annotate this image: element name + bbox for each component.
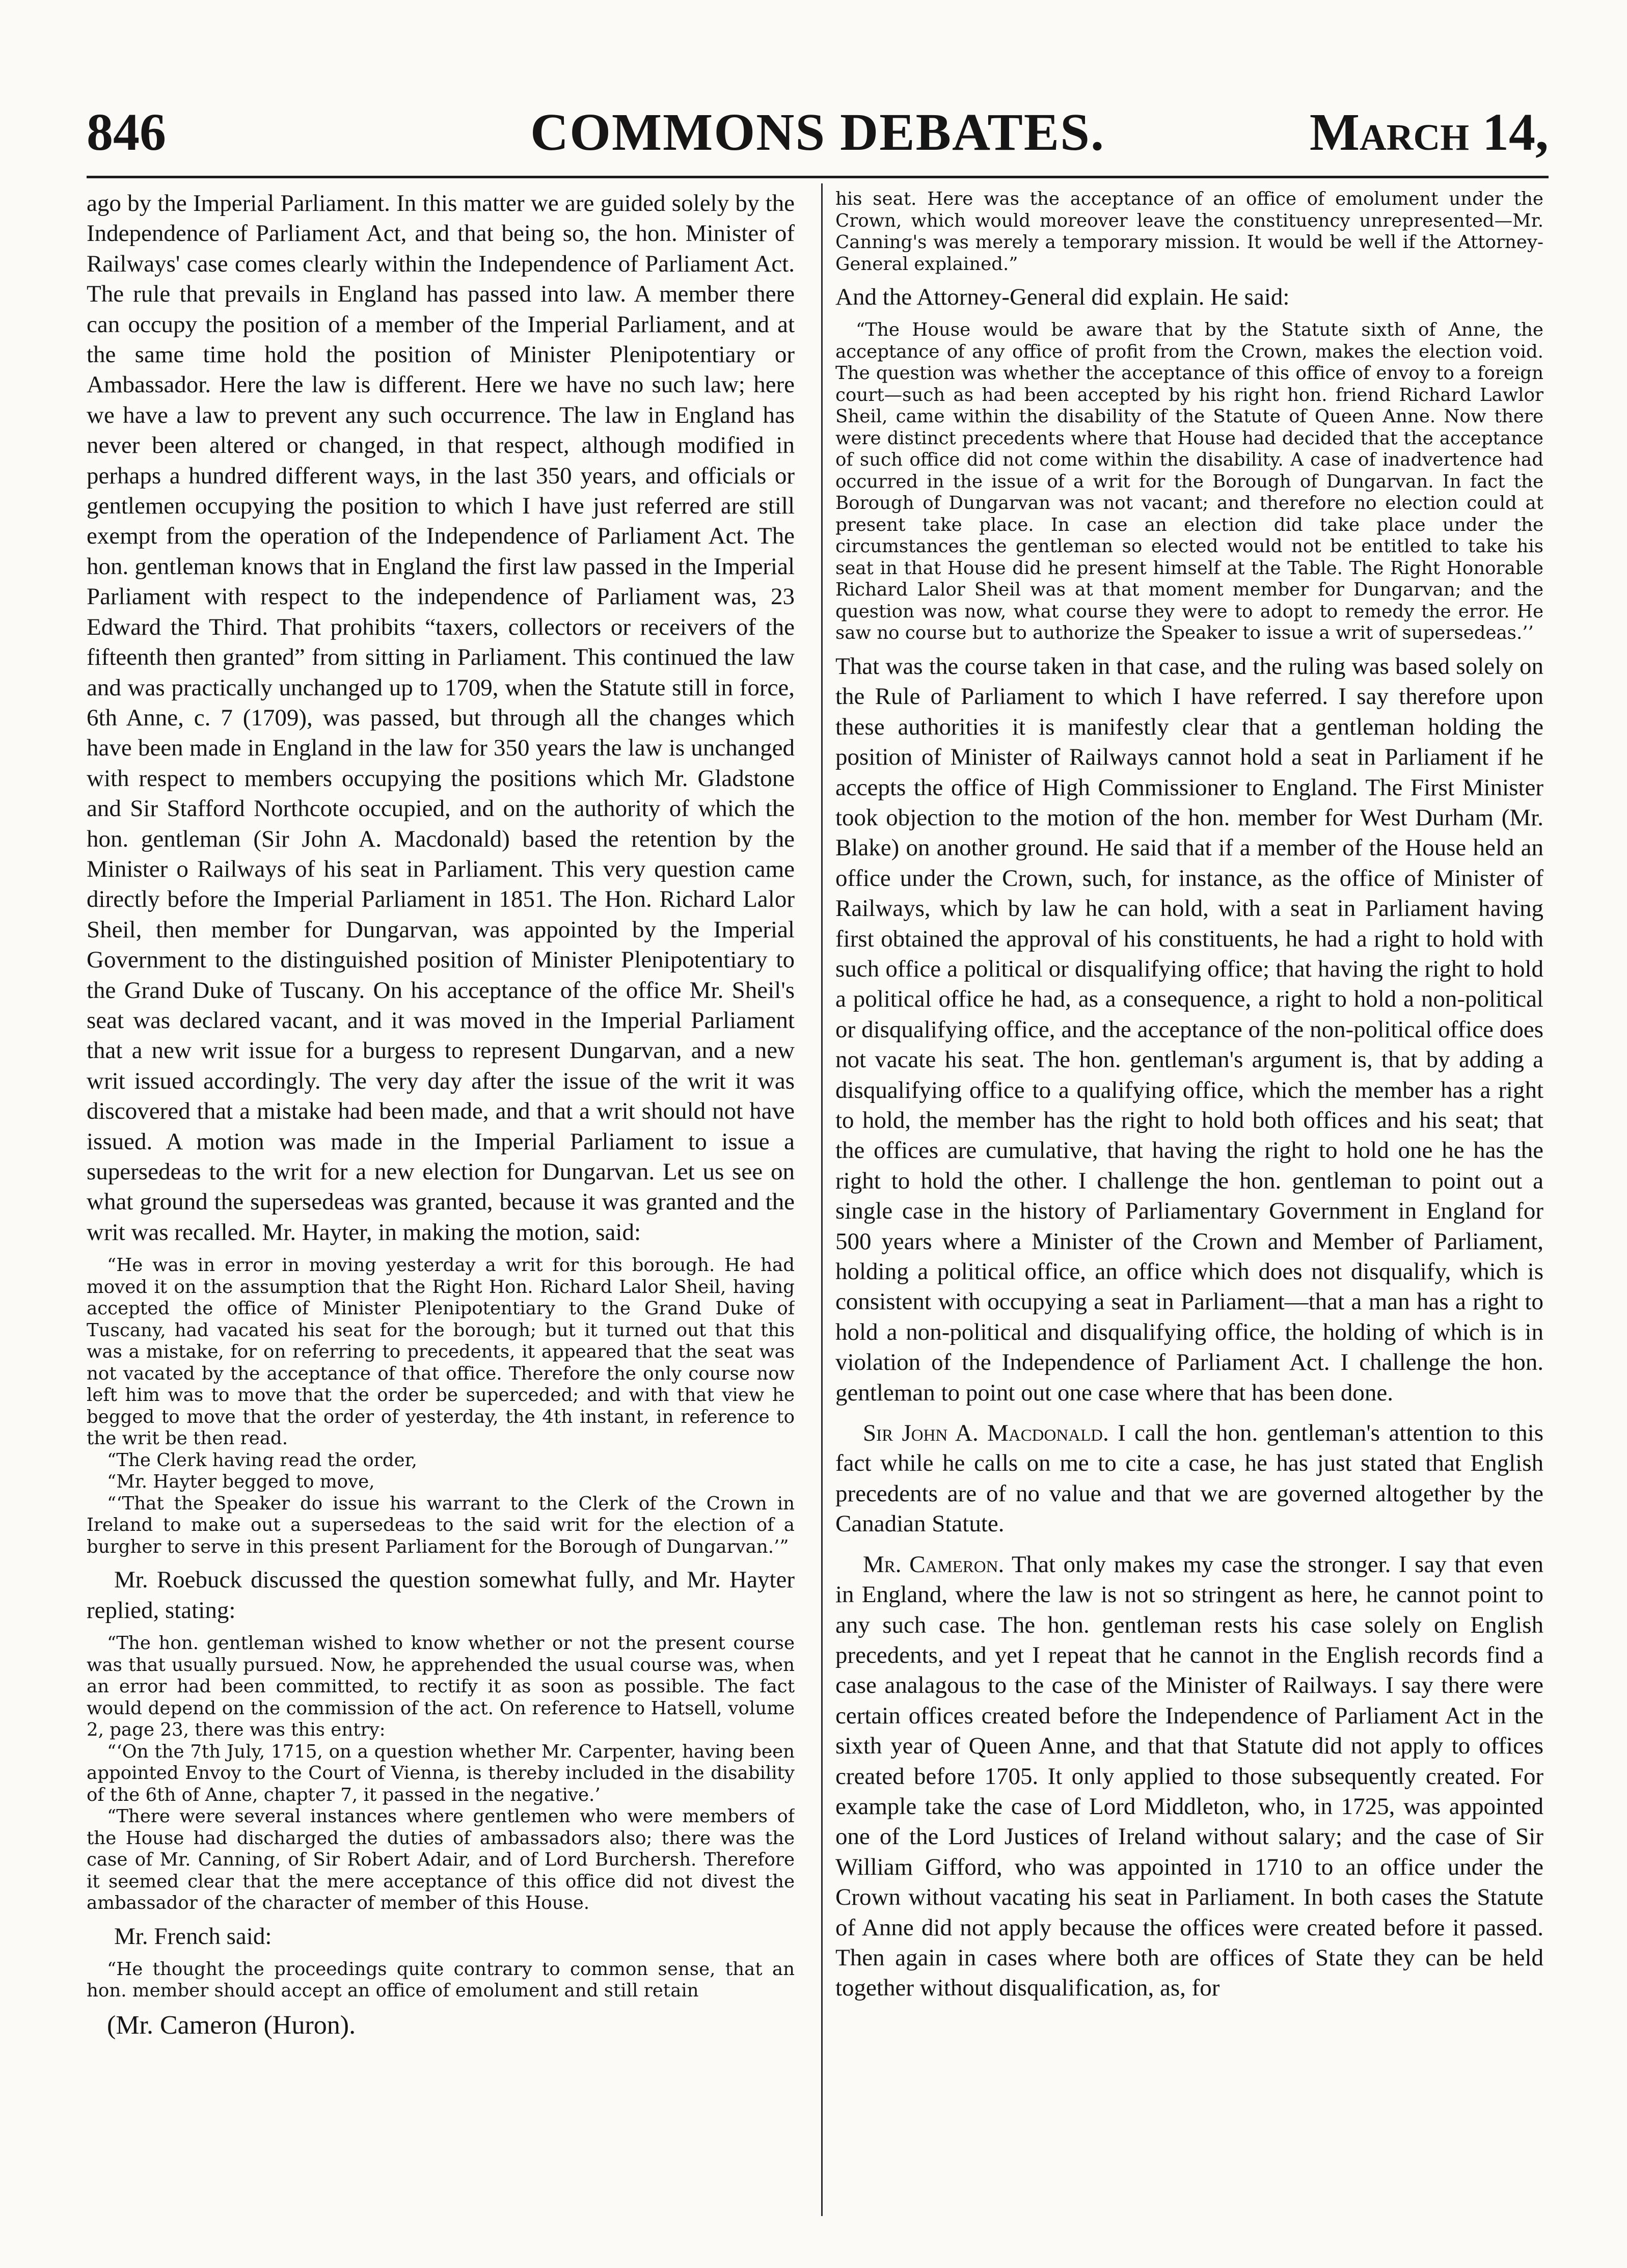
block-quote — [835, 188, 1543, 275]
block-quote — [87, 1633, 795, 1914]
speech-paragraph — [835, 1550, 1543, 2004]
speaker-name: Mr. Cameron. — [863, 1551, 1005, 1578]
running-foot: (Mr. Cameron (Huron). — [107, 2010, 356, 2040]
quote-line: “The hon. gentleman wished to know whether or not the present course was that usually pursued. Now, he apprehended the usual course was, when an error had been committed, to rectify it as soon as possible. The fact would depend on the commission of the act. On reference to Hatsell, volume 2, page 23, there was this entry: — [87, 1633, 795, 1741]
page-number: 846 — [87, 103, 166, 161]
paragraph: That was the course taken in that case, and the ruling was based solely on the Rule of Parliament to which I have referred. I say therefore upon these authorities it is manifestly clear that a gentleman holding the position of Minister of Railways cannot hold a seat in Parliament if he accepts the office of High Commissioner to England. The First Minister took objection to the motion of the hon. member for West Durham (Mr. Blake) on another ground. He said that if a member of the House held an office under the Crown, such, for instance, as the office of Minister of Railways, which by law he can hold, with a seat in Parliament having first obtained the approval of his constituents, he had a right to hold with such office a political or disqualifying office; that having the right to hold a political office he had, as a consequence, a right to hold a non-political or disqualifying office, and the acceptance of the non-political office does not vacate his seat. The hon. gentleman's argument is, that by adding a disqualifying office to a qualifying office, which the member has a right to hold, the member has the right to hold both offices and his seat; that the offices are cumulative, that having the right to hold one he has the right to hold the other. I challenge the hon. gentleman to point out a single case in the history of Parliamentary Government in England for 500 years where a Minister of the Crown and Member of Parliament, holding a political office, an office which does not disqualify, which is consistent with occupying a seat in Parliament—that a man has a right to hold a non-political and disqualifying office, the holding of which is in violation of the Independence of Parliament Act. I challenge the hon. gentleman to point out one case where that has been done. — [835, 653, 1543, 1406]
page-header — [87, 97, 1549, 168]
paragraph: And the Attorney-General did explain. He said: — [835, 284, 1290, 310]
right-column — [835, 188, 1543, 2216]
block-quote — [87, 1959, 795, 2002]
speech-text: That only makes my case the stronger. I say that even in England, where the law is not so stringent as here, he cannot point to any such case. The hon. gentleman rests his case solely on English precedents, and yet I repeat that he cannot in the English records find a case analagous to the case of the Minister of Railways. I say there were certain offices created before the Independence of Parliament Act in the sixth year of Queen Anne, and that that Statute did not apply to offices created before 1705. It only applied to those subsequently created. For example take the case of Lord Middleton, who, in 1725, was appointed one of the Lord Justices of Ireland without salary; and the case of Sir William Gifford, who was appointed in 1710 to an office under the Crown without vacating his seat in Parliament. In both cases the Statute of Anne did not apply because the offices were created before it passed. Then again in cases where both are offices of State they can be held together without disqualification, as, for — [835, 1551, 1543, 2002]
quote-line: “He thought the proceedings quite contrary to common sense, that an hon. member should accept an office of emolument and still retain — [87, 1958, 795, 2002]
paragraph: ago by the Imperial Parliament. In this matter we are guided solely by the Independence of Parliament Act, and that being so, the hon. Minister of Railways' case comes clearly within the Independence of Parliament Act. The rule that prevails in England has passed into law. A member there can occupy the position of a member of the Imperial Parliament, and at the same time hold the position of Minister Plenipotentiary or Ambassador. Here the law is different. Here we have no such law; here we have a law to prevent any such occurrence. The law in England has never been altered or changed, in that respect, although modified in perhaps a hundred different ways, in the last 350 years, and officials or gentlemen occupying the position to which I have just referred are still exempt from the operation of the Independence of Parliament Act. The hon. gentleman knows that in England the first law passed in the Imperial Parliament with respect to the independence of Parliament was, 23 Edward the Third. That prohibits “taxers, collectors or receivers of the fifteenth then granted” from sitting in Parliament. This continued the law and was practically unchanged up to 1709, when the Statute still in force, 6th Anne, c. 7 (1709), was passed, but through all the changes which have been made in England in the law for 350 years the law is unchanged with respect to members occupying the positions which Mr. Gladstone and Sir Stafford Northcote occupied, and on the authority of which the hon. gentleman (Sir John A. Macdonald) based the retention by the Minister o Railways of his seat in Parliament. This very question came directly before the Imperial Parliament in 1851. The Hon. Richard Lalor Sheil, then member for Dungarvan, was appointed by the Imperial Government to the distinguished position of Minister Plenipotentiary to the Grand Duke of Tuscany. On his acceptance of the office Mr. Sheil's seat was declared vacant, and it was moved in the Imperial Parliament that a new writ issue for a burgess to represent Dungarvan, and a new writ issued accordingly. The very day after the issue of the writ it was discovered that a mistake had been made, and that a writ should not have issued. A motion was made in the Imperial Parliament to issue a supersedeas to the writ for a new election for Dungarvan. Let us see on what ground the supersedeas was granted, because it was granted and the writ was recalled. Mr. Hayter, in making the motion, said: — [87, 190, 795, 1246]
page-date: March 14, — [1309, 103, 1549, 161]
column-divider — [821, 183, 823, 2216]
quote-line: “There were several instances where gentlemen who were members of the House had discharged the duties of ambassadors also; there was the case of Mr. Canning, of Sir Robert Adair, and of Lord Burchersh. Therefore it seemed clear that the mere acceptance of this office did not divest the ambassador of the character of member of this House. — [87, 1806, 795, 1914]
quote-line: “The House would be aware that by the Statute sixth of Anne, the acceptance of any office of profit from the Crown, makes the election void. The question was whether the acceptance of this office of envoy to a foreign court—such as had been accepted by his right hon. friend Richard Lawlor Sheil, came within the disability of the Statute of Queen Anne. Now there were distinct precedents where that House had decided that the acceptance of such office did not come within the disability. A case of inadvertence had occurred in the issue of a writ for the Borough of Dungarvan. In fact the Borough of Dungarvan was not vacant; and therefore no election could at present take place. In case an election did take place under the circumstances the gentleman so elected would not be entitled to take his seat in that House did he present himself at the Table. The Right Honorable Richard Lalor Sheil was at that moment member for Dungarvan; and the question was now, what course they were to adopt to remedy the error. He saw no course but to authorize the Speaker to issue a writ of supersedeas.’’ — [835, 319, 1543, 644]
publication-title: COMMONS DEBATES. — [530, 103, 1105, 161]
block-quote — [835, 319, 1543, 644]
quote-line: “He was in error in moving yesterday a writ for this borough. He had moved it on the assumption that the Right Hon. Richard Lalor Sheil, having accepted the office of Minister Plenipotentiary to the Grand Duke of Tuscany, had vacated his seat for the borough; but it turned out that this was a mistake, for on referring to precedents, it appeared that the seat was not vacated by the acceptance of that office. Therefore the only course now left him was to move that the order be superceded; and with that view he begged to move that the order of yesterday, the 4th instant, in reference to the writ be then read. — [87, 1255, 795, 1449]
speaker-name: Sir John A. Macdonald. — [863, 1420, 1109, 1447]
paragraph: Mr. Roebuck discussed the question somewhat fully, and Mr. Hayter replied, stating: — [87, 1567, 795, 1624]
paragraph: Mr. French said: — [114, 1923, 272, 1950]
quote-line: “‘On the 7th July, 1715, on a question whether Mr. Carpenter, having been appointed Envoy to the Court of Vienna, is thereby included in the disability of the 6th of Anne, chapter 7, it passed in the negative.’ — [87, 1741, 795, 1805]
quote-line: “The Clerk having read the order, — [107, 1449, 417, 1471]
speech-paragraph — [835, 1418, 1543, 1540]
block-quote — [87, 1255, 795, 1558]
quote-line: “Mr. Hayter begged to move, — [107, 1471, 375, 1493]
left-column — [87, 188, 795, 2216]
quote-line: “‘That the Speaker do issue his warrant to the Clerk of the Crown in Ireland to make out a supersedeas to the said writ for the election of a burgher to serve in this present Parliament for the Borough of Dungarvan.’” — [87, 1493, 795, 1557]
header-rule — [87, 176, 1549, 178]
quote-line: his seat. Here was the acceptance of an office of emolument under the Crown, which would moreover leave the constituency unrepresented—Mr. Canning's was merely a temporary mission. It would be well if the Attorney-General explained.” — [835, 188, 1543, 275]
speech-text: I call the hon. gentleman's attention to this fact while he calls on me to cite a case, he has just stated that English precedents are of no value and that we are governed altogether by the Canadian Statute. — [835, 1420, 1543, 1537]
